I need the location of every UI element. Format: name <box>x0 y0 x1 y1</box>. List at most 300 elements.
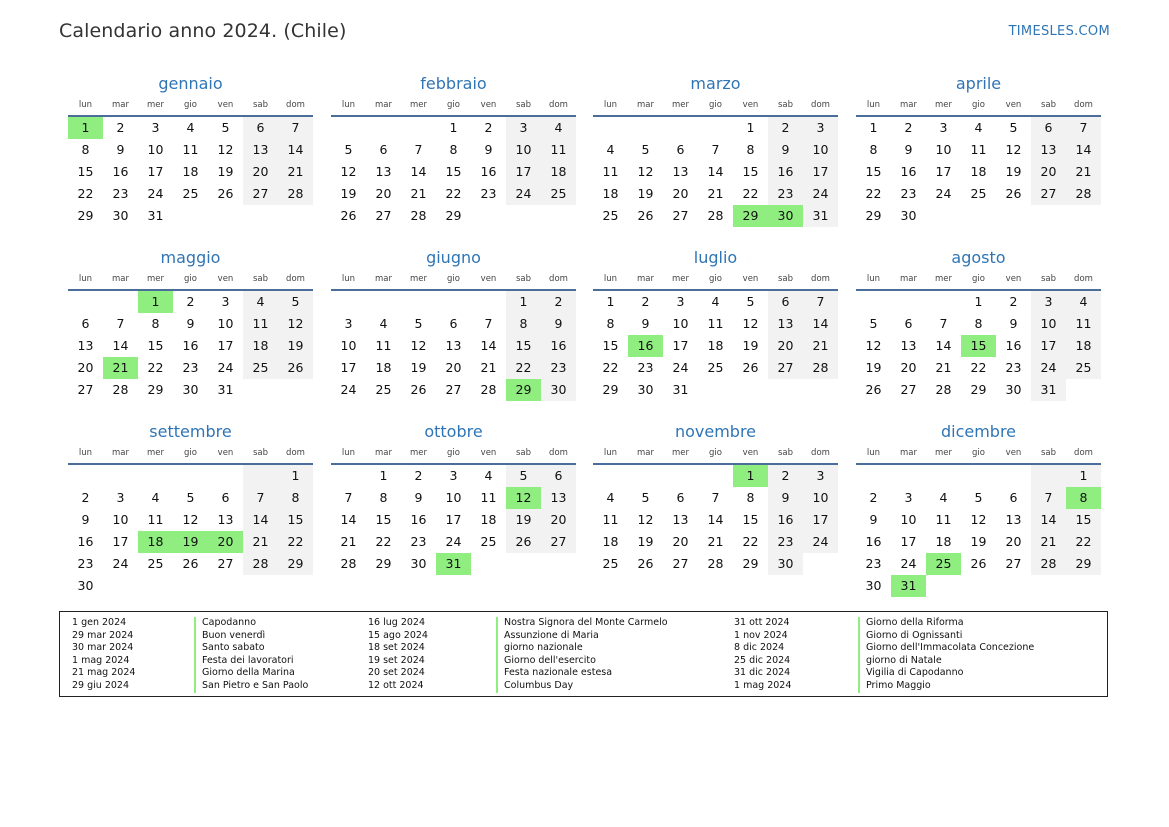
weekday-header <box>856 272 1101 288</box>
day-cell: 3 <box>221 294 230 309</box>
day-cell: 5 <box>221 120 230 135</box>
day-cell: 29 <box>147 382 164 397</box>
weekday-label: sab <box>252 448 269 458</box>
day-cell: 6 <box>1031 117 1066 139</box>
day-cell: 9 <box>1009 316 1018 331</box>
weekday-label: dom <box>811 100 830 110</box>
day-cell: 17 <box>672 338 689 353</box>
day-cell: 5 <box>278 291 313 313</box>
empty-cell <box>103 291 138 313</box>
day-cell: 5 <box>506 465 541 487</box>
weekday-header <box>331 446 576 462</box>
day-cell: 7 <box>344 490 353 505</box>
day-grid <box>856 117 1101 227</box>
month-title: novembre <box>674 422 757 441</box>
day-cell: 1 <box>869 120 878 135</box>
day-cell: 21 <box>1066 161 1101 183</box>
day-cell: 26 <box>742 360 759 375</box>
empty-cell <box>471 205 506 227</box>
weekday-label: sab <box>777 100 794 110</box>
day-cell: 20 <box>1031 161 1066 183</box>
day-cell: 22 <box>147 360 164 375</box>
day-cell: 30 <box>182 382 199 397</box>
day-cell: 12 <box>637 164 654 179</box>
day-cell: 15 <box>961 335 996 357</box>
day-cell: 16 <box>410 512 427 527</box>
empty-cell <box>926 205 961 227</box>
day-cell: 22 <box>742 534 759 549</box>
empty-cell <box>278 575 313 597</box>
empty-cell <box>628 465 663 487</box>
empty-cell <box>506 553 541 575</box>
weekday-label: gio <box>972 100 985 110</box>
day-cell: 22 <box>1066 531 1101 553</box>
empty-cell <box>208 205 243 227</box>
holiday-date: 16 lug 2024 <box>368 617 425 628</box>
page-title: Calendario anno 2024. (Chile) <box>59 20 347 42</box>
day-cell: 4 <box>151 490 160 505</box>
empty-cell <box>663 117 698 139</box>
holiday-name: Primo Maggio <box>858 680 1034 693</box>
day-cell: 20 <box>900 360 917 375</box>
weekday-label: gio <box>972 274 985 284</box>
day-cell: 26 <box>410 382 427 397</box>
day-cell: 2 <box>869 490 878 505</box>
day-grid <box>593 117 838 227</box>
day-cell: 8 <box>151 316 160 331</box>
day-cell: 4 <box>974 120 983 135</box>
day-cell: 8 <box>81 142 90 157</box>
day-cell: 15 <box>602 338 619 353</box>
holiday-name: Assunzione di Maria <box>496 630 668 643</box>
day-cell: 22 <box>77 186 94 201</box>
day-cell: 25 <box>243 357 278 379</box>
day-cell: 12 <box>637 512 654 527</box>
holiday-date: 25 dic 2024 <box>734 654 791 666</box>
empty-cell <box>278 379 313 401</box>
weekday-label: lun <box>341 274 356 284</box>
brand-link[interactable]: TIMESLES.COM <box>1008 24 1110 39</box>
day-cell: 15 <box>278 509 313 531</box>
day-cell: 25 <box>182 186 199 201</box>
weekday-label: gio <box>184 100 197 110</box>
day-cell: 24 <box>900 556 917 571</box>
day-cell: 5 <box>641 142 650 157</box>
day-cell: 28 <box>803 357 838 379</box>
day-cell: 21 <box>243 531 278 553</box>
day-cell: 17 <box>803 161 838 183</box>
empty-cell <box>961 205 996 227</box>
day-cell: 28 <box>707 556 724 571</box>
day-cell: 6 <box>81 316 90 331</box>
day-cell: 21 <box>103 357 138 379</box>
empty-cell <box>996 575 1031 597</box>
empty-cell <box>331 117 366 139</box>
day-cell: 13 <box>541 487 576 509</box>
day-cell: 3 <box>506 117 541 139</box>
weekday-label: gio <box>447 274 460 284</box>
empty-cell <box>243 465 278 487</box>
day-cell: 10 <box>935 142 952 157</box>
day-cell: 13 <box>243 139 278 161</box>
holiday-date: 30 mar 2024 <box>72 642 134 654</box>
day-cell: 20 <box>672 534 689 549</box>
day-cell: 14 <box>243 509 278 531</box>
weekday-label: ven <box>742 448 759 458</box>
day-cell: 25 <box>375 382 392 397</box>
holiday-name: Nostra Signora del Monte Carmelo <box>496 617 668 630</box>
day-cell: 6 <box>676 490 685 505</box>
weekday-label: gio <box>709 448 722 458</box>
day-cell: 10 <box>112 512 129 527</box>
day-cell: 11 <box>602 164 619 179</box>
weekday-label: lun <box>78 100 93 110</box>
day-cell: 27 <box>541 531 576 553</box>
day-cell: 11 <box>541 139 576 161</box>
day-cell: 28 <box>112 382 129 397</box>
day-cell: 11 <box>375 338 392 353</box>
day-cell: 9 <box>641 316 650 331</box>
day-cell: 6 <box>243 117 278 139</box>
day-cell: 13 <box>900 338 917 353</box>
day-cell: 13 <box>445 338 462 353</box>
day-cell: 14 <box>1066 139 1101 161</box>
day-cell: 9 <box>81 512 90 527</box>
empty-cell <box>1031 575 1066 597</box>
weekday-label: lun <box>866 448 881 458</box>
day-cell: 4 <box>939 490 948 505</box>
day-cell: 9 <box>116 142 125 157</box>
empty-cell <box>208 465 243 487</box>
holiday-list <box>59 611 1108 697</box>
month-marzo <box>593 73 838 227</box>
day-cell: 2 <box>484 120 493 135</box>
month-title: ottobre <box>424 422 483 441</box>
holiday-name: Vigilia di Capodanno <box>858 667 1034 680</box>
day-cell: 28 <box>480 382 497 397</box>
day-cell: 14 <box>340 512 357 527</box>
empty-cell <box>173 205 208 227</box>
day-cell: 2 <box>904 120 913 135</box>
day-cell: 16 <box>1005 338 1022 353</box>
month-title: giugno <box>426 248 481 267</box>
empty-cell <box>541 553 576 575</box>
day-cell: 16 <box>768 161 803 183</box>
weekday-label: mar <box>112 100 129 110</box>
day-cell: 13 <box>672 512 689 527</box>
day-cell: 2 <box>186 294 195 309</box>
empty-cell <box>401 291 436 313</box>
day-cell: 4 <box>243 291 278 313</box>
day-cell: 1 <box>278 465 313 487</box>
holiday-dates-column <box>368 617 428 693</box>
empty-cell <box>593 465 628 487</box>
day-cell: 7 <box>939 316 948 331</box>
empty-cell <box>506 205 541 227</box>
holiday-name: giorno nazionale <box>496 642 668 655</box>
day-cell: 17 <box>900 534 917 549</box>
holiday-date: 1 nov 2024 <box>734 629 788 641</box>
weekday-label: mer <box>671 274 689 284</box>
day-cell: 18 <box>182 164 199 179</box>
weekday-label: mar <box>112 448 129 458</box>
weekday-label: lun <box>341 448 356 458</box>
day-grid <box>68 291 313 401</box>
day-cell: 25 <box>602 208 619 223</box>
day-cell: 20 <box>672 186 689 201</box>
day-cell: 23 <box>541 357 576 379</box>
weekday-label: mer <box>934 100 952 110</box>
day-cell: 12 <box>970 512 987 527</box>
day-cell: 18 <box>243 335 278 357</box>
day-cell: 24 <box>803 183 838 205</box>
day-cell: 26 <box>182 556 199 571</box>
day-cell: 28 <box>935 382 952 397</box>
day-cell: 28 <box>410 208 427 223</box>
empty-cell <box>593 117 628 139</box>
weekday-label: mar <box>900 100 917 110</box>
holiday-date: 29 mar 2024 <box>72 629 134 641</box>
day-cell: 13 <box>217 512 234 527</box>
day-cell: 23 <box>865 556 882 571</box>
weekday-label: mar <box>900 448 917 458</box>
day-cell: 2 <box>81 490 90 505</box>
holiday-date: 15 ago 2024 <box>368 629 428 641</box>
weekday-label: ven <box>217 448 234 458</box>
day-cell: 10 <box>803 139 838 161</box>
holiday-date: 18 set 2024 <box>368 642 425 654</box>
day-cell: 17 <box>935 164 952 179</box>
weekday-header <box>68 446 313 462</box>
day-cell: 6 <box>904 316 913 331</box>
day-cell: 31 <box>672 382 689 397</box>
day-cell: 6 <box>449 316 458 331</box>
day-cell: 15 <box>742 512 759 527</box>
day-cell: 22 <box>445 186 462 201</box>
day-cell: 7 <box>1066 117 1101 139</box>
month-title: maggio <box>160 248 221 267</box>
day-cell: 6 <box>676 142 685 157</box>
day-grid <box>593 291 838 401</box>
day-cell: 23 <box>480 186 497 201</box>
day-grid <box>593 465 838 575</box>
empty-cell <box>856 465 891 487</box>
day-cell: 30 <box>410 556 427 571</box>
day-cell: 29 <box>865 208 882 223</box>
month-maggio <box>68 247 313 401</box>
day-cell: 17 <box>1031 335 1066 357</box>
day-cell: 10 <box>147 142 164 157</box>
day-cell: 21 <box>803 335 838 357</box>
holiday-date: 1 gen 2024 <box>72 617 127 628</box>
day-cell: 17 <box>445 512 462 527</box>
day-cell: 7 <box>1031 487 1066 509</box>
day-cell: 9 <box>186 316 195 331</box>
day-cell: 2 <box>116 120 125 135</box>
day-cell: 25 <box>707 360 724 375</box>
day-cell: 18 <box>602 534 619 549</box>
day-cell: 26 <box>340 208 357 223</box>
weekday-label: lun <box>866 274 881 284</box>
empty-cell <box>803 553 838 575</box>
weekday-label: ven <box>217 274 234 284</box>
weekday-label: dom <box>286 100 305 110</box>
day-cell: 15 <box>865 164 882 179</box>
day-cell: 13 <box>375 164 392 179</box>
day-cell: 11 <box>707 316 724 331</box>
day-cell: 1 <box>138 291 173 313</box>
holiday-name: giorno di Natale <box>858 655 1034 668</box>
day-cell: 23 <box>768 183 803 205</box>
empty-cell <box>891 291 926 313</box>
empty-cell <box>926 575 961 597</box>
day-cell: 8 <box>974 316 983 331</box>
day-cell: 2 <box>768 465 803 487</box>
day-cell: 4 <box>606 490 615 505</box>
day-cell: 9 <box>904 142 913 157</box>
day-cell: 29 <box>742 556 759 571</box>
day-cell: 25 <box>147 556 164 571</box>
day-cell: 15 <box>375 512 392 527</box>
day-cell: 8 <box>506 313 541 335</box>
weekday-label: sab <box>777 448 794 458</box>
day-cell: 4 <box>711 294 720 309</box>
weekday-label: mer <box>934 448 952 458</box>
day-cell: 18 <box>480 512 497 527</box>
day-cell: 10 <box>1031 313 1066 335</box>
day-cell: 9 <box>869 512 878 527</box>
day-cell: 16 <box>182 338 199 353</box>
day-cell: 9 <box>768 487 803 509</box>
day-cell: 26 <box>865 382 882 397</box>
day-cell: 4 <box>379 316 388 331</box>
day-cell: 18 <box>1066 335 1101 357</box>
weekday-label: mar <box>375 274 392 284</box>
holiday-names-column <box>194 617 308 693</box>
weekday-label: mar <box>112 274 129 284</box>
day-cell: 29 <box>445 208 462 223</box>
day-cell: 13 <box>77 338 94 353</box>
day-cell: 20 <box>208 531 243 553</box>
empty-cell <box>173 575 208 597</box>
holiday-name: Giorno di Ognissanti <box>858 630 1034 643</box>
day-cell: 20 <box>541 509 576 531</box>
day-cell: 26 <box>637 208 654 223</box>
day-cell: 19 <box>637 186 654 201</box>
day-cell: 8 <box>449 142 458 157</box>
holiday-date: 1 mag 2024 <box>72 654 130 666</box>
weekday-label: dom <box>549 274 568 284</box>
day-cell: 23 <box>182 360 199 375</box>
day-cell: 27 <box>672 556 689 571</box>
empty-cell <box>68 465 103 487</box>
day-cell: 28 <box>243 553 278 575</box>
day-cell: 5 <box>869 316 878 331</box>
holiday-name: Giorno della Marina <box>194 667 308 680</box>
day-cell: 10 <box>445 490 462 505</box>
weekday-label: sab <box>777 274 794 284</box>
day-cell: 27 <box>445 382 462 397</box>
weekday-header <box>68 272 313 288</box>
empty-cell <box>698 117 733 139</box>
weekday-label: dom <box>286 448 305 458</box>
day-cell: 1 <box>449 120 458 135</box>
day-cell: 1 <box>746 120 755 135</box>
weekday-label: dom <box>549 100 568 110</box>
day-cell: 26 <box>970 556 987 571</box>
day-cell: 6 <box>1009 490 1018 505</box>
weekday-label: mer <box>671 448 689 458</box>
weekday-label: ven <box>480 274 497 284</box>
day-cell: 29 <box>733 205 768 227</box>
day-cell: 21 <box>707 186 724 201</box>
day-cell: 7 <box>484 316 493 331</box>
day-cell: 18 <box>541 161 576 183</box>
day-cell: 15 <box>506 335 541 357</box>
empty-cell <box>138 575 173 597</box>
weekday-label: lun <box>603 274 618 284</box>
day-cell: 31 <box>217 382 234 397</box>
day-cell: 1 <box>68 117 103 139</box>
day-cell: 21 <box>1031 531 1066 553</box>
day-cell: 30 <box>768 553 803 575</box>
day-cell: 23 <box>410 534 427 549</box>
weekday-header <box>593 98 838 114</box>
day-cell: 26 <box>506 531 541 553</box>
weekday-label: dom <box>811 274 830 284</box>
day-cell: 14 <box>707 512 724 527</box>
day-cell: 29 <box>506 379 541 401</box>
day-cell: 19 <box>865 360 882 375</box>
weekday-label: dom <box>549 448 568 458</box>
holiday-name: Capodanno <box>194 617 308 630</box>
weekday-label: dom <box>1074 448 1093 458</box>
weekday-label: ven <box>742 100 759 110</box>
weekday-header <box>331 98 576 114</box>
empty-cell <box>663 465 698 487</box>
day-cell: 14 <box>410 164 427 179</box>
empty-cell <box>1031 205 1066 227</box>
weekday-label: sab <box>1040 448 1057 458</box>
day-cell: 12 <box>865 338 882 353</box>
day-cell: 15 <box>445 164 462 179</box>
day-cell: 4 <box>606 142 615 157</box>
day-grid <box>68 117 313 227</box>
weekday-label: lun <box>603 100 618 110</box>
day-cell: 18 <box>970 164 987 179</box>
day-cell: 27 <box>672 208 689 223</box>
weekday-label: mer <box>409 100 427 110</box>
day-cell: 3 <box>904 490 913 505</box>
day-cell: 30 <box>541 379 576 401</box>
day-cell: 31 <box>436 553 471 575</box>
day-cell: 24 <box>803 531 838 553</box>
day-cell: 4 <box>484 468 493 483</box>
day-cell: 24 <box>147 186 164 201</box>
weekday-label: ven <box>480 100 497 110</box>
empty-cell <box>698 379 733 401</box>
day-cell: 7 <box>803 291 838 313</box>
day-cell: 23 <box>637 360 654 375</box>
weekday-label: sab <box>1040 274 1057 284</box>
day-grid <box>68 465 313 597</box>
day-cell: 14 <box>935 338 952 353</box>
day-cell: 30 <box>1005 382 1022 397</box>
day-cell: 18 <box>707 338 724 353</box>
month-title: agosto <box>951 248 1006 267</box>
month-title: luglio <box>693 248 738 267</box>
day-cell: 16 <box>112 164 129 179</box>
